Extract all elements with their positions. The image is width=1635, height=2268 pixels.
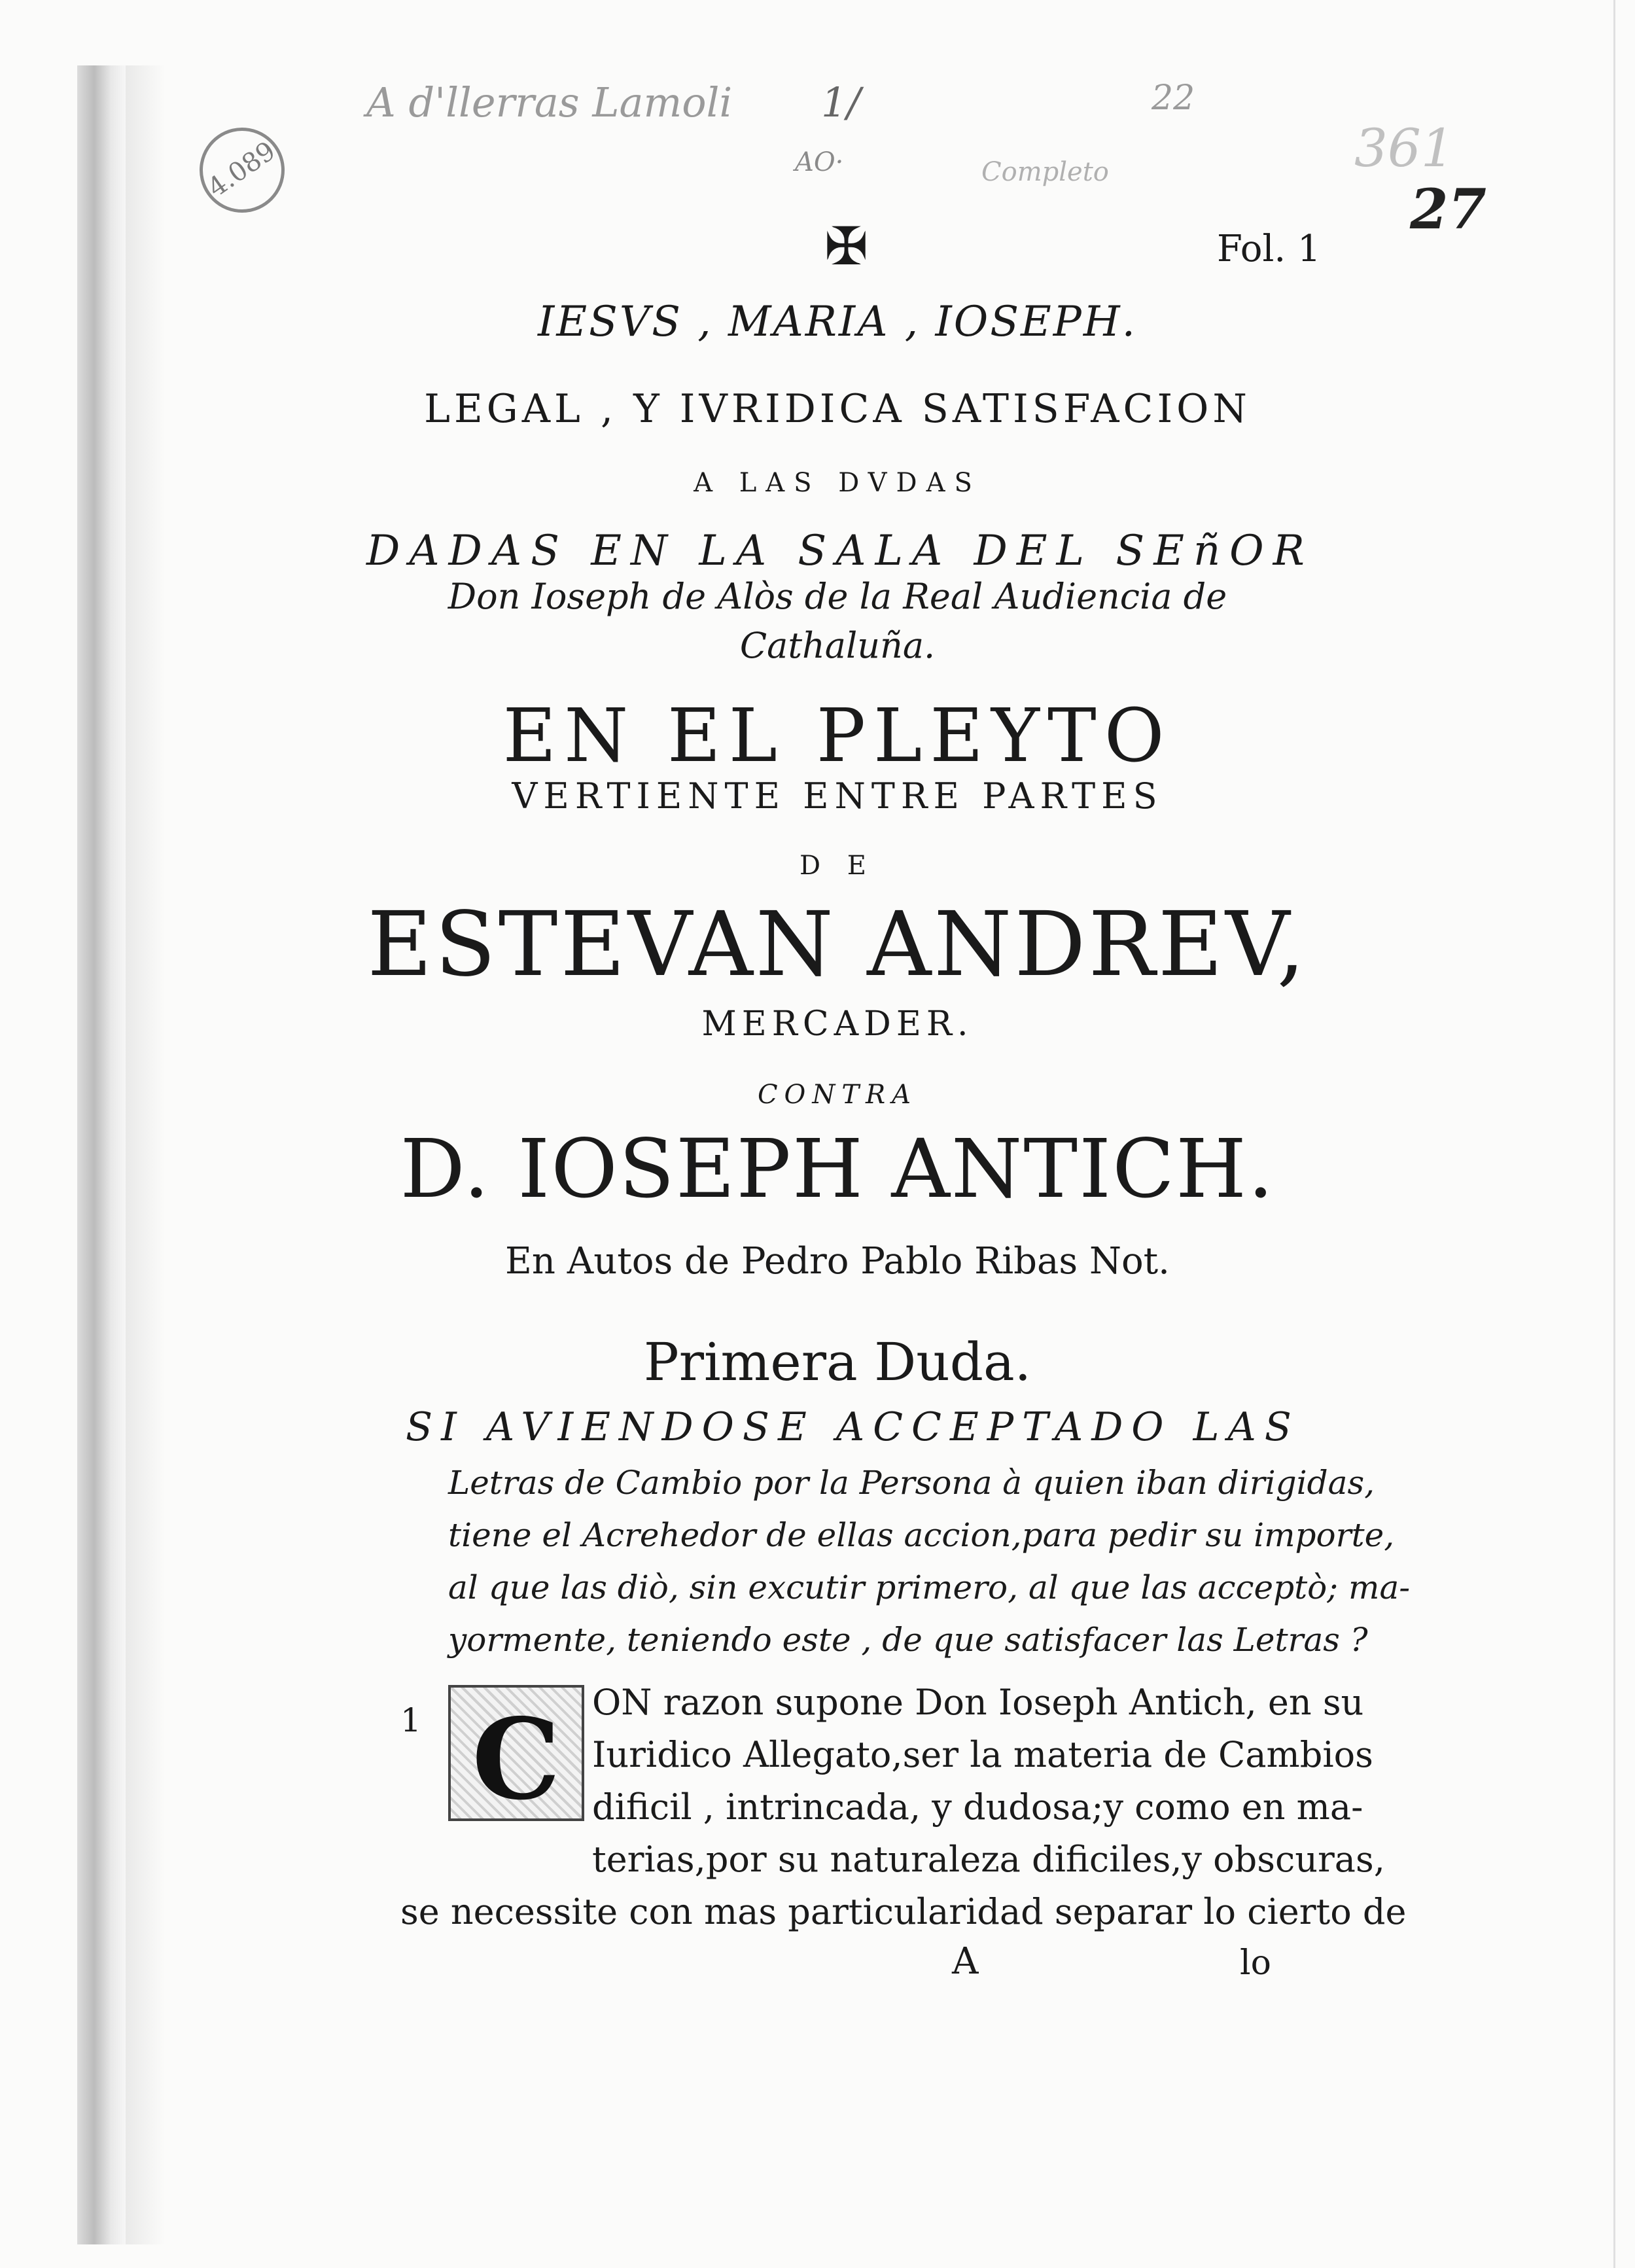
paragraph-number: 1 bbox=[400, 1701, 421, 1739]
catchword: lo bbox=[1240, 1943, 1271, 1983]
binding-gradient bbox=[126, 65, 165, 2244]
question-line-3: tiene el Acrehedor de ellas accion,para pedir su importe, bbox=[448, 1516, 1395, 1554]
question-line-1: SI AVIENDOSE ACCEPTADO LAS bbox=[406, 1404, 1300, 1450]
title-line-1: LEGAL , Y IVRIDICA SATISFACION bbox=[424, 386, 1251, 432]
handwritten-note-complete: Completo bbox=[981, 157, 1109, 187]
invocation: IESVS , MARIA , IOSEPH. bbox=[538, 298, 1137, 346]
paragraph-line-4: terias,por su naturaleza dificiles,y obscuras, bbox=[592, 1839, 1385, 1880]
paragraph-line-2: Iuridico Allegato,ser la materia de Cambios bbox=[592, 1734, 1373, 1775]
page-edge bbox=[1613, 0, 1615, 2268]
title-line-11: CONTRA bbox=[757, 1080, 918, 1110]
title-line-10: MERCADER. bbox=[701, 1004, 974, 1044]
section-heading: Primera Duda. bbox=[643, 1332, 1032, 1392]
title-line-3: DADAS EN LA SALA DEL SEñOR bbox=[366, 527, 1314, 575]
title-line-5: Cathaluña. bbox=[739, 625, 936, 666]
handwritten-note-ao: AO· bbox=[795, 147, 844, 177]
decorated-initial bbox=[448, 1685, 584, 1825]
title-line-4: Don Ioseph de Alòs de la Real Audiencia de bbox=[448, 576, 1227, 617]
library-stamp bbox=[183, 111, 301, 229]
handwritten-note-number: 22 bbox=[1152, 79, 1195, 118]
handwritten-note-top-mid: 1/ bbox=[821, 79, 861, 126]
question-line-4: al que las diò, sin excutir primero, al que las acceptò; ma- bbox=[448, 1568, 1411, 1606]
title-line-13: En Autos de Pedro Pablo Ribas Not. bbox=[505, 1240, 1170, 1283]
stamp-number: 4.089 bbox=[202, 135, 281, 204]
question-line-5: yormente, teniendo este , de que satisfacer las Letras ? bbox=[448, 1621, 1368, 1659]
handwritten-folio: 27 bbox=[1410, 177, 1486, 241]
initial-letter: C bbox=[472, 1694, 561, 1825]
paragraph-line-1: ON razon supone Don Ioseph Antich, en su bbox=[592, 1682, 1364, 1723]
paragraph-line-3: dificil , intrincada, y dudosa;y como en ma- bbox=[592, 1786, 1363, 1828]
binding-shadow bbox=[77, 65, 126, 2244]
title-line-9: ESTEVAN ANDREV, bbox=[367, 893, 1308, 997]
title-line-7: VERTIENTE ENTRE PARTES bbox=[512, 775, 1163, 817]
title-line-12: D. IOSEPH ANTICH. bbox=[400, 1122, 1275, 1216]
paragraph-line-5: se necessite con mas particularidad separar lo cierto de bbox=[400, 1891, 1407, 1932]
cross-ornament-icon: ✠ bbox=[824, 216, 869, 277]
question-line-2: Letras de Cambio por la Persona à quien iban dirigidas, bbox=[448, 1464, 1375, 1502]
handwritten-note-top-left: A d'llerras Lamoli bbox=[366, 79, 733, 126]
title-line-6: EN EL PLEYTO bbox=[502, 694, 1172, 779]
title-line-8: D E bbox=[800, 851, 875, 881]
handwritten-note-right: 361 bbox=[1354, 118, 1454, 179]
signature-mark: A bbox=[952, 1940, 979, 1983]
title-line-2: A LAS DVDAS bbox=[694, 468, 981, 498]
folio-label: Fol. 1 bbox=[1217, 228, 1321, 270]
